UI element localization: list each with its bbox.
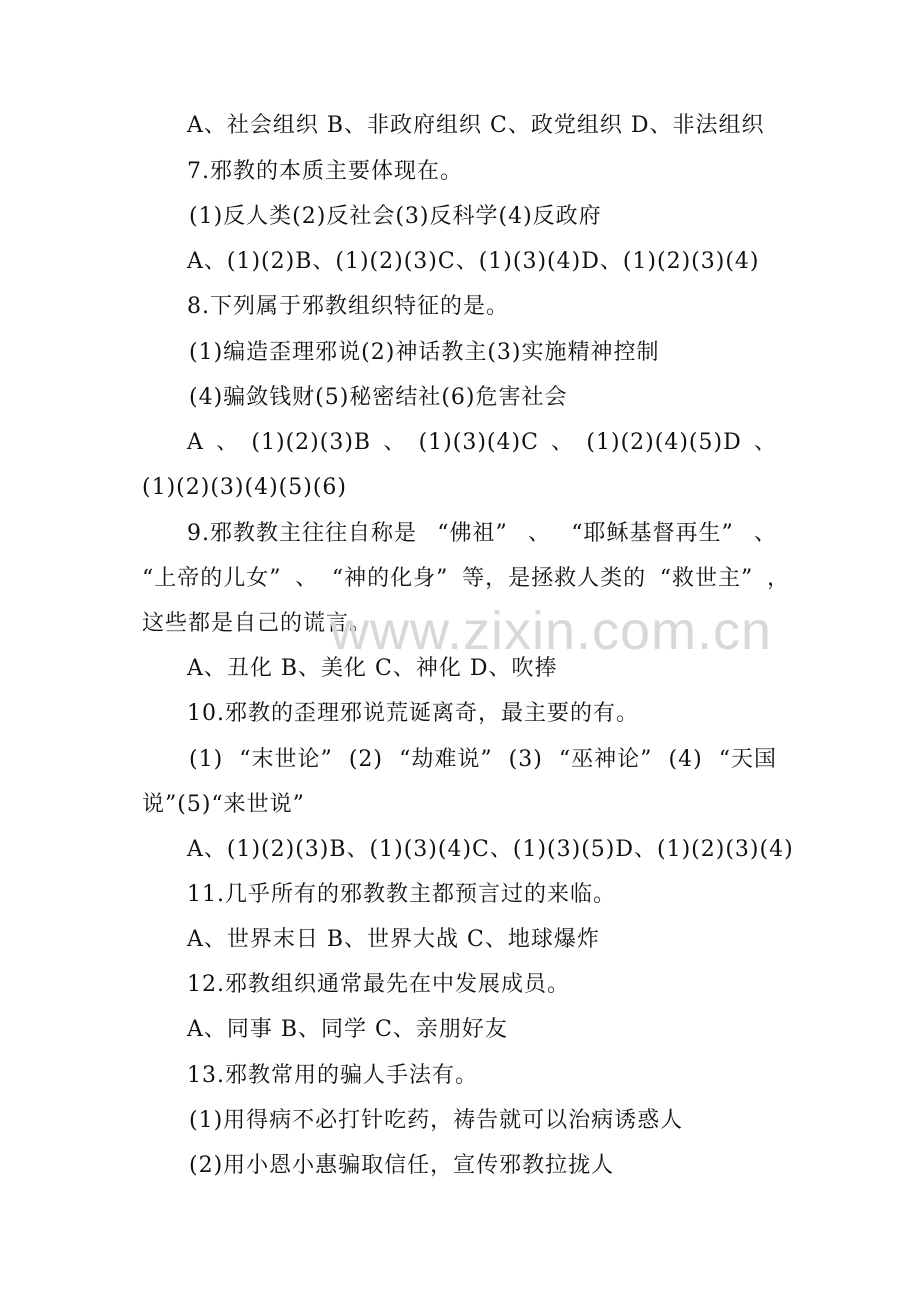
q8-items-1: (1)编造歪理邪说(2)神话教主(3)实施精神控制 — [189, 340, 660, 365]
q8-option-part: 、 — [383, 430, 407, 455]
q10-part: “末世论” — [239, 747, 333, 772]
q8-question: 8.下列属于邪教组织特征的是。 — [187, 294, 509, 319]
q6-options: A、社会组织 B、非政府组织 C、政党组织 D、非法组织 — [187, 113, 765, 138]
q10-part: “劫难说” — [399, 747, 493, 772]
q10-options: A、(1)(2)(3)B、(1)(3)(4)C、(1)(3)(5)D、(1)(2)(3)(4) — [187, 837, 794, 862]
q8-option-part: (1)(2)(4)(5)D — [586, 430, 742, 455]
q8-option-part: 、 — [753, 430, 777, 455]
q12-options: A、同事 B、同学 C、亲朋好友 — [187, 1017, 508, 1042]
q10-part: (4) — [668, 747, 703, 772]
q8-option-part: 、 — [551, 430, 575, 455]
q7-items: (1)反人类(2)反社会(3)反科学(4)反政府 — [189, 204, 602, 229]
q8-option-part: (1)(3)(4)C — [418, 430, 539, 455]
q8-items-2: (4)骗敛钱财(5)秘密结社(6)危害社会 — [189, 385, 568, 410]
q9-part: “上帝的儿女” — [142, 566, 282, 591]
q9-part: ， — [766, 566, 790, 591]
q9-part: 、 — [527, 521, 551, 546]
q8-options — [187, 428, 777, 458]
q10-items-2: 说”(5)“来世说” — [142, 792, 305, 817]
q13-question: 13.邪教常用的骗人手法有。 — [187, 1063, 478, 1088]
q9-options: A、丑化 B、美化 C、神化 D、吹捧 — [187, 656, 558, 681]
q8-option-part: 、 — [216, 430, 240, 455]
q9-part: 等，是拯救人类的 — [462, 566, 647, 591]
q9-part: 、 — [753, 521, 777, 546]
q10-question: 10.邪教的歪理邪说荒诞离奇，最主要的有。 — [187, 701, 639, 726]
q9-part: 、 — [295, 566, 319, 591]
q11-options: A、世界末日 B、世界大战 C、地球爆炸 — [187, 927, 600, 952]
q12-question: 12.邪教组织通常最先在中发展成员。 — [187, 972, 570, 997]
q7-options: A、(1)(2)B、(1)(2)(3)C、(1)(3)(4)D、(1)(2)(3)(4) — [187, 249, 760, 274]
q10-part: (3) — [508, 747, 543, 772]
q13-item-2: (2)用小恩小惠骗取信任，宣传邪教拉拢人 — [189, 1153, 615, 1178]
q9-part: “神的化身” — [331, 566, 449, 591]
q9-question-3: 这些都是自己的谎言。 — [142, 611, 373, 636]
q9-part: “救世主” — [659, 566, 754, 591]
q9-part: 9.邪教教主往往自称是 — [187, 521, 417, 546]
q7-question: 7.邪教的本质主要体现在。 — [187, 159, 463, 184]
q9-part: “佛祖” — [437, 521, 508, 546]
q9-question-1 — [187, 519, 777, 549]
q8-options-cont: (1)(2)(3)(4)(5)(6) — [142, 475, 347, 500]
q9-part: “耶稣基督再生” — [571, 521, 734, 546]
watermark-text: www.zixin.com.cn — [330, 601, 773, 661]
q10-part: (2) — [348, 747, 383, 772]
q11-question: 11.几乎所有的邪教教主都预言过的来临。 — [187, 882, 616, 907]
q13-item-1: (1)用得病不必打针吃药，祷告就可以治病诱惑人 — [189, 1108, 684, 1133]
q10-part: (1) — [189, 747, 224, 772]
q10-part: “巫神论” — [558, 747, 653, 772]
q8-option-part: (1)(2)(3)B — [251, 430, 372, 455]
q8-option-part: A — [187, 430, 204, 455]
q9-question-2 — [142, 564, 790, 594]
q10-part: “天国 — [718, 747, 777, 772]
q10-items-1 — [189, 745, 777, 775]
